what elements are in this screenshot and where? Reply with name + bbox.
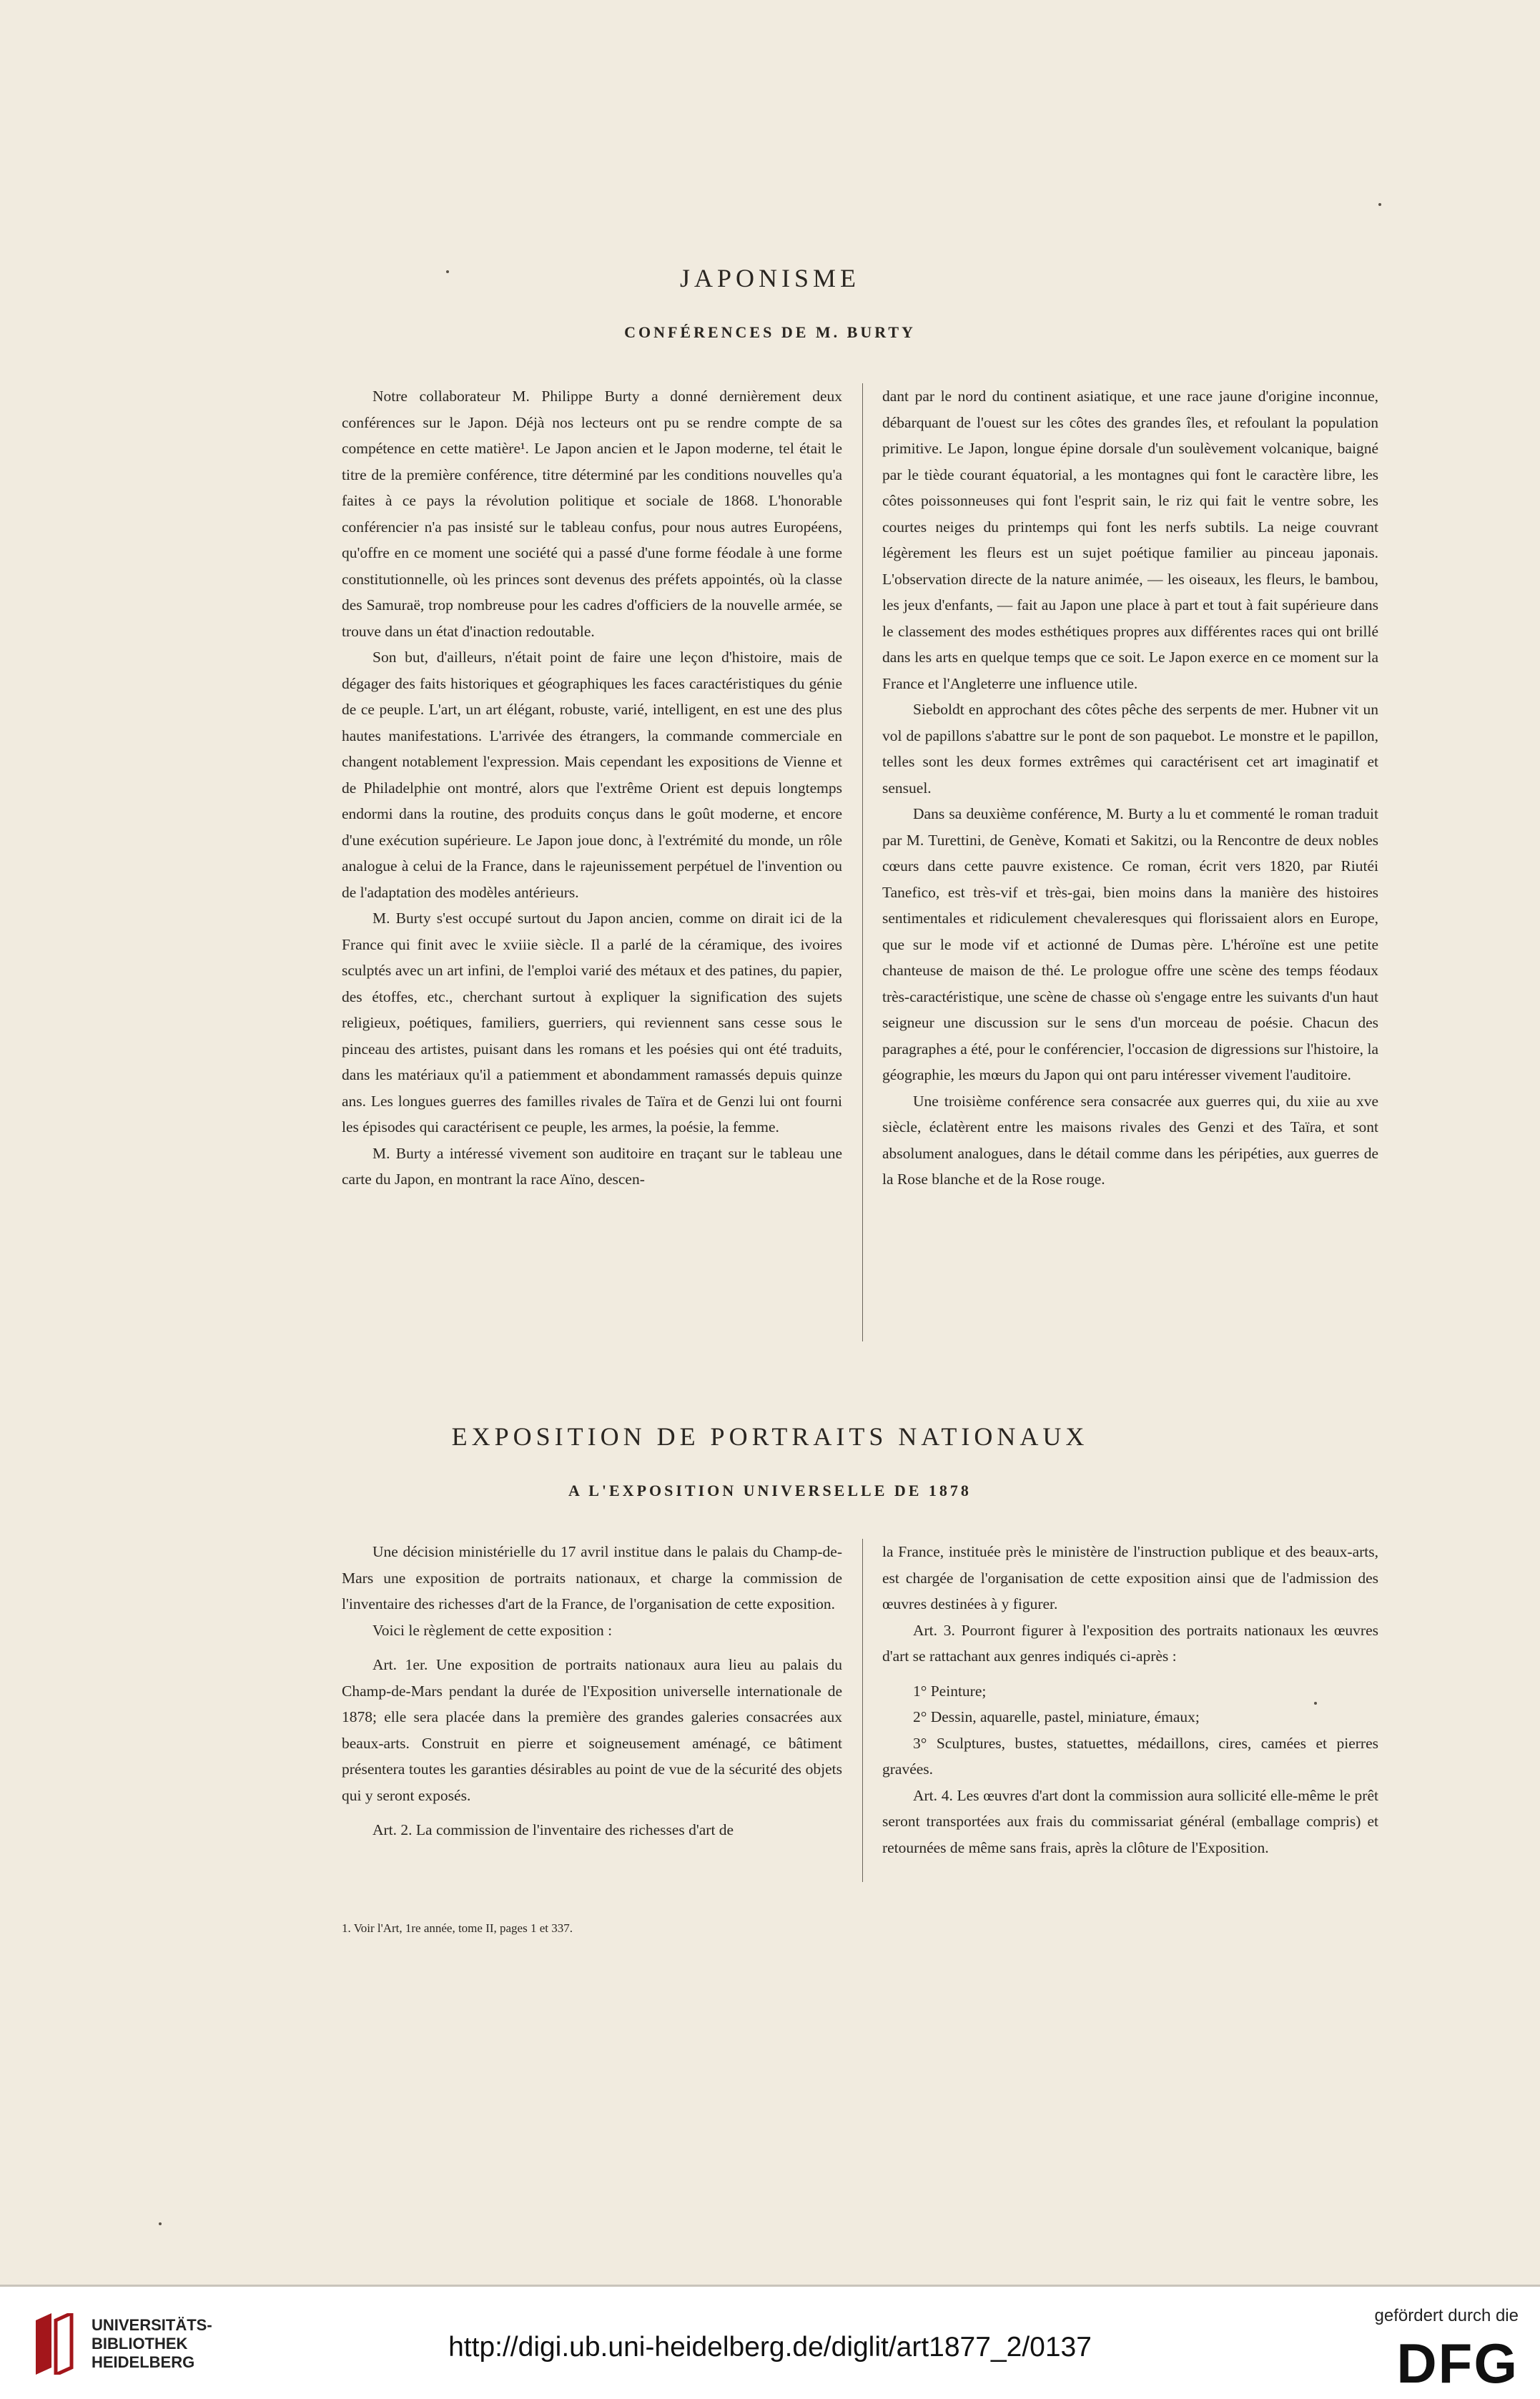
paragraph: M. Burty s'est occupé surtout du Japon ancien, comme on dirait ici de la France qui finit avec le xviiie siècle. Il a parlé de la céramique, des ivoires sculptés avec un art infini, de l'emploi varié des métaux et des patines, du papier, des étoffes, etc., cherchant surtout à expliquer la signification des sujets religieux, poétiques, familiers, guerriers, qui reviennent sans cesse sous le pinceau des artistes, puisant dans les romans et les poésies qui ont été traduits, dans les matériaux qu'il a patiemment et abondamment ramassés depuis quinze ans. Les longues guerres des familles rivales de Taïra et de Genzi lui ont fourni les épisodes qui caractérisent ce peuple, les armes, la poésie, la femme.	[342, 910, 842, 1136]
library-name-line: UNIVERSITÄTS-	[92, 2316, 212, 2334]
exposition-subtitle: A L'EXPOSITION UNIVERSELLE DE 1878	[568, 1482, 972, 1499]
paragraph: dant par le nord du continent asiatique, et une race jaune d'origine inconnue, débarquant de l'ouest sur les côtes des grandes îles, et refoulant la population primitive. Le Japon, longue épine dorsale d'un soulèvement volcanique, baigné par le tiède courant équatorial, a les montagnes qui font le caractère libre, les côtes poissonneuses qui font l'esprit sain, le riz qui fait le ventre sobre, les courtes neiges du printemps qui font les nerfs subtils. La neige couvrant légèrement les fleurs est un sujet poétique familier au pinceau japonais. L'observation directe de la nature animée, — les oiseaux, les fleurs, le bambou, les jeux d'enfants, — fait au Japon une place à part et tout à fait supérieure dans le classement des modes esthétiques propres aux différentes races qui ont brillé dans les arts en quelque temps que ce soit. Le Japon exerce en ce moment sur la France et l'Angleterre une influence utile.	[882, 388, 1378, 692]
funding-label: gefördert durch die	[1374, 2306, 1519, 2325]
paragraph: Art. 4. Les œuvres d'art dont la commission aura sollicité elle-même le prêt seront transportées aux frais du commissariat général (emballage compris) et retournées de même sans frais, après la clôture de l'Exposition.	[882, 1786, 1378, 1856]
japonisme-subtitle: CONFÉRENCES DE M. BURTY	[624, 323, 916, 341]
list-item: 2° Dessin, aquarelle, pastel, miniature, émaux;	[913, 1708, 1200, 1725]
scan-speck	[446, 270, 449, 273]
library-name-line: BIBLIOTHEK	[92, 2335, 188, 2353]
exposition-title: EXPOSITION DE PORTRAITS NATIONAUX	[451, 1422, 1089, 1451]
paragraph: M. Burty a intéressé vivement son auditoire en traçant sur le tableau une carte du Japon, en montrant la race Aïno, descen-	[342, 1144, 842, 1188]
scan-speck	[159, 2222, 162, 2225]
paragraph: Art. 2. La commission de l'inventaire des richesses d'art de	[372, 1821, 734, 1838]
japonisme-right-column	[882, 383, 1378, 1193]
paragraph: Notre collaborateur M. Philippe Burty a donné dernièrement deux conférences sur le Japon. Déjà nos lecteurs ont pu se rendre compte de sa compétence en cette matière¹. Le Japon ancien et le Japon moderne, tel était le titre de la première conférence, titre déterminé par les conditions nouvelles qu'a faites à ce pays la révolution politique et sociale de 1868. L'honorable conférencier n'a pas insisté sur le tableau confus, pour nous autres Européens, qu'offre en ce moment une société qui a passé d'une forme féodale à une forme constitutionnelle, où les princes sont devenus des préfets appointés, où la classe des Samuraë, trop nombreuse pour les cadres d'officiers de la nouvelle armée, se trouve dans un état d'inaction redoutable.	[342, 388, 842, 640]
paragraph: Une troisième conférence sera consacrée aux guerres qui, du xiie au xve siècle, éclatèrent entre les maisons rivales des Genzi et des Taïra, et sont absolument analogues, dans le détail comme dans les péripéties, aux guerres de la Rose blanche et de la Rose rouge.	[882, 1092, 1378, 1188]
library-name-line: HEIDELBERG	[92, 2353, 195, 2371]
paragraph: Voici le règlement de cette exposition :	[372, 1621, 613, 1639]
japonisme-title: JAPONISME	[679, 264, 861, 292]
list-item: 1° Peinture;	[913, 1682, 987, 1700]
paragraph: Sieboldt en approchant des côtes pêche des serpents de mer. Hubner vit un vol de papillons s'abattre sur le pont de son paquebot. Le monstre et le papillon, telles sont les deux formes extrêmes qui caractérisent cet art imaginatif et sensuel.	[882, 701, 1378, 797]
column-rule	[862, 1539, 863, 1882]
paragraph: Art. 3. Pourront figurer à l'exposition des portraits nationaux les œuvres d'art se rattachant aux genres indiqués ci-après :	[882, 1621, 1378, 1665]
exposition-right-column	[882, 1539, 1378, 1861]
dfg-logo: DFG	[1396, 2332, 1519, 2395]
paragraph: Une décision ministérielle du 17 avril institue dans le palais du Champ-de-Mars une exposition de portraits nationaux, et charge la commission de l'inventaire des richesses d'art de la France, de l'organisation de cette exposition.	[342, 1543, 842, 1612]
footer-divider	[0, 2285, 1540, 2287]
scan-speck	[1314, 1702, 1317, 1705]
scan-speck	[1378, 203, 1381, 206]
japonisme-left-column	[342, 383, 842, 1193]
footnote: 1. Voir l'Art, 1re année, tome II, pages 1 et 337.	[342, 1921, 573, 1935]
column-rule	[862, 383, 863, 1341]
paragraph: Son but, d'ailleurs, n'était point de faire une leçon d'histoire, mais de dégager des faits historiques et géographiques les faces caractéristiques du génie de ce peuple. L'art, un art élégant, robuste, varié, intelligent, en est une des plus hautes manifestations. L'arrivée des étrangers, la commande commerciale en changent notablement l'expression. Mais cependant les expositions de Vienne et de Philadelphie ont montré, alors que l'extrême Orient est depuis longtemps endormi dans la routine, des produits conçus dans le goût moderne, et encore d'une exécution supérieure. Le Japon joue donc, à l'extrémité du monde, un rôle analogue à celui de la France, dans le rajeunissement perpétuel de l'invention ou de l'adaptation des modèles antérieurs.	[342, 649, 842, 901]
paragraph: Art. 1er. Une exposition de portraits nationaux aura lieu au palais du Champ-de-Mars pendant la durée de l'Exposition universelle internationale de 1878; elle sera placée dans la première des grandes galeries consacrées aux beaux-arts. Construit en pierre et soigneusement aménagé, ce bâtiment présentera toutes les garanties désirables au point de vue de la sécurité des objets qui y seront exposés.	[342, 1656, 842, 1804]
footer-bar	[0, 2285, 1540, 2399]
paragraph: Dans sa deuxième conférence, M. Burty a lu et commenté le roman traduit par M. Turettini, de Genève, Komati et Sakitzi, ou la Rencontre de deux nobles cœurs dans cette pauvre existence. Ce roman, écrit vers 1820, par Riutéi Tanefico, est très-vif et très-gai, bien moins dans la manière des histoires sentimentales et ridiculement chevaleresques qui florissaient alors en Europe, que sur le mode vif et actionné de Dumas père. L'héroïne est une petite chanteuse de maison de thé. Le prologue offre une scène des temps féodaux très-caractéristique, une scène de chasse où s'engage entre les suivants d'un haut seigneur une discussion sur le sens d'un morceau de poésie. Chacun des paragraphes a été, pour le conférencier, l'occasion de digressions sur l'histoire, la géographie, les mœurs du Japon qui ont paru intéresser vivement l'auditoire.	[882, 805, 1378, 1083]
exposition-left-column	[342, 1539, 842, 1843]
permalink-url[interactable]: http://digi.ub.uni-heidelberg.de/diglit/art1877_2/0137	[448, 2332, 1092, 2363]
paragraph: la France, instituée près le ministère de l'instruction publique et des beaux-arts, est chargée de l'organisation de cette exposition ainsi que de l'admission des œuvres destinées à y figurer.	[882, 1543, 1378, 1612]
list-item: 3° Sculptures, bustes, statuettes, médaillons, cires, camées et pierres gravées.	[882, 1734, 1378, 1778]
